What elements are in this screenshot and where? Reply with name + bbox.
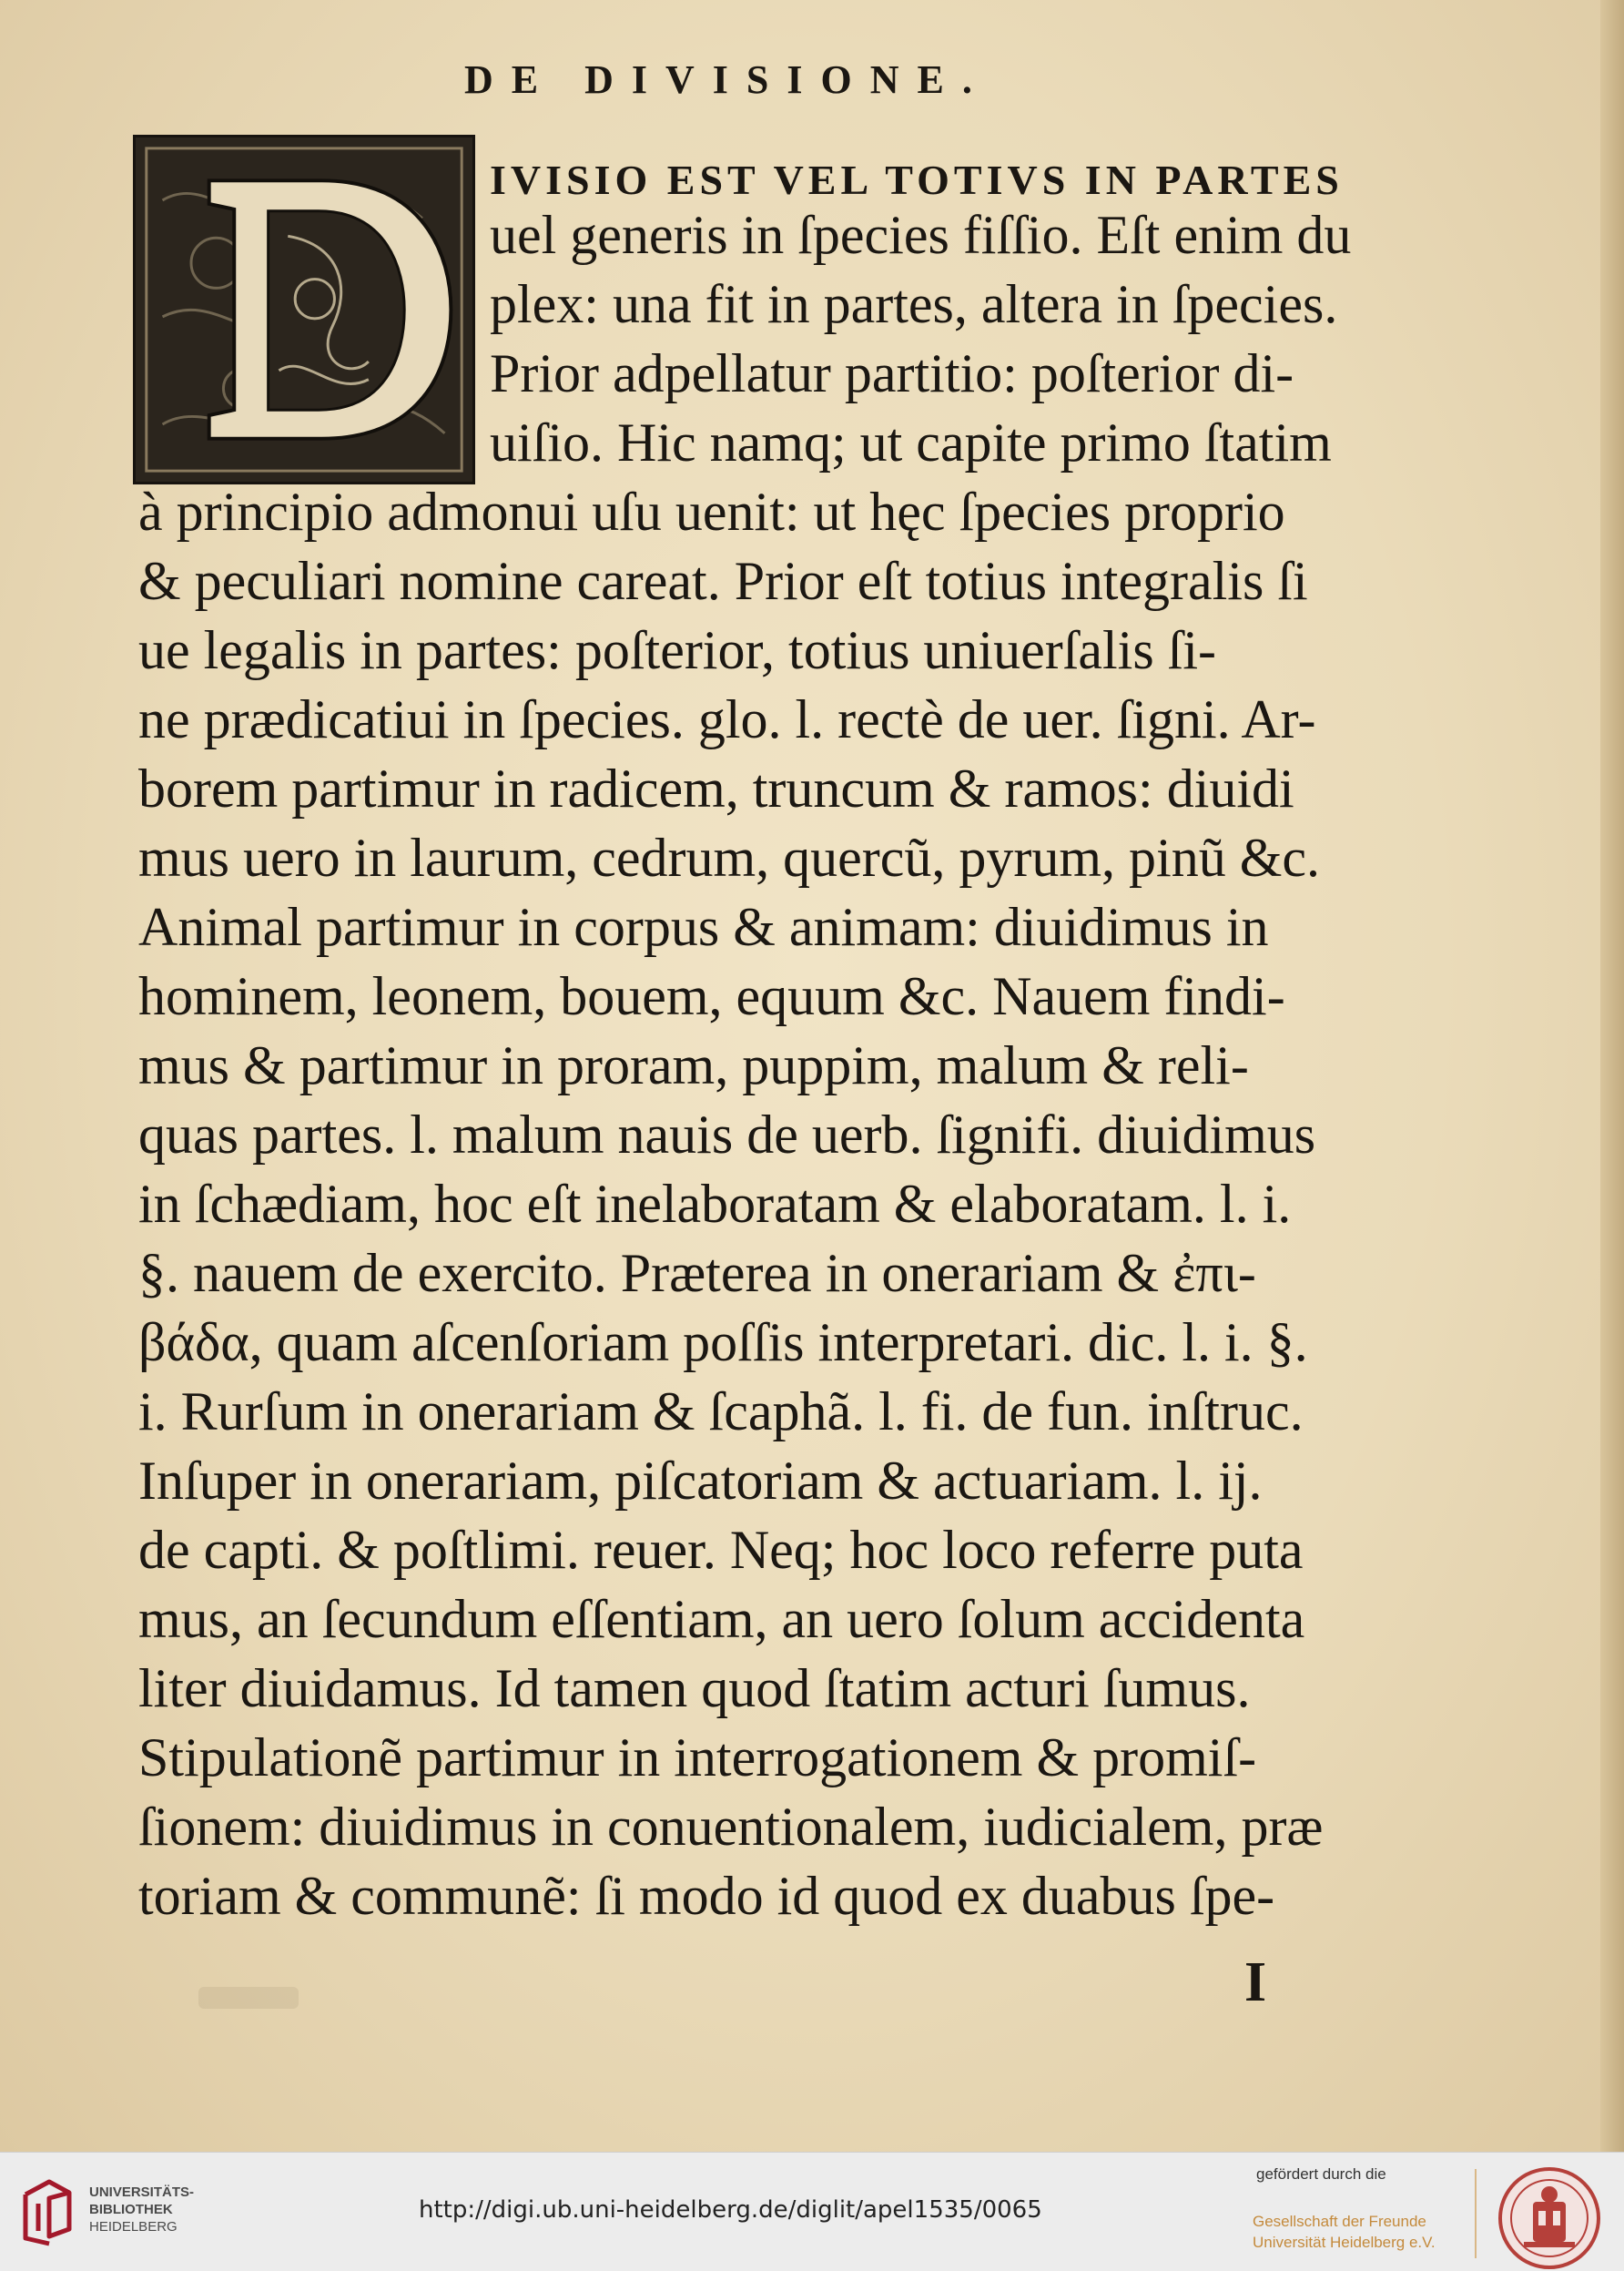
- text-line-21: de capti. & poſtlimi. reuer. Neq; hoc loco referre puta: [138, 1520, 1304, 1580]
- text-line-1: IVISIO EST VEL TOTIVS IN PARTES: [490, 157, 1344, 203]
- text-line-14: mus & partimur in proram, puppim, malum & reli-: [138, 1035, 1249, 1095]
- text-line-13: hominem, leonem, bouem, equum &c. Nauem findi-: [138, 966, 1285, 1026]
- text-line-16: in ſchædiam, hoc eſt inelaboratam & elaboratam. l. i.: [138, 1174, 1292, 1234]
- text-line-15: quas partes. l. malum nauis de uerb. ſignifi. diuidimus: [138, 1105, 1316, 1165]
- signature-mark: I: [1244, 1951, 1267, 2013]
- text-line-20: Inſuper in onerariam, piſcatoriam & actuariam. l. ij.: [138, 1451, 1263, 1511]
- permalink-url[interactable]: http://digi.ub.uni-heidelberg.de/diglit/apel1535/0065: [419, 2196, 1042, 2224]
- university-library-logo-icon[interactable]: [18, 2173, 75, 2247]
- text-line-8: ue legalis in partes: poſterior, totius uniuerſalis ſi-: [138, 620, 1217, 680]
- library-name-line1: UNIVERSITÄTS-: [89, 2184, 195, 2200]
- text-line-4: Prior adpellatur partitio: poſterior di-: [490, 343, 1294, 403]
- university-seal-icon[interactable]: [1497, 2165, 1602, 2271]
- text-line-17: §. nauem de exercito. Præterea in onerariam & ἐπι-: [138, 1243, 1256, 1303]
- text-line-24: Stipulationẽ partimur in interrogationem & promiſ-: [138, 1727, 1257, 1787]
- text-line-25: ſionem: diuidimus in conuentionalem, iudicialem, præ: [138, 1797, 1324, 1857]
- viewer-footer: [0, 2152, 1624, 2271]
- running-head: DE DIVISIONE.: [464, 57, 990, 102]
- sponsor-block: [1253, 2165, 1480, 2253]
- sponsor-name-line2: Universität Heidelberg e.V.: [1253, 2234, 1436, 2251]
- text-line-10: borem partimur in radicem, truncum & ramos: diuidi: [138, 759, 1294, 819]
- text-line-18: βάδα, quam aſcenſoriam poſſis interpretari. dic. l. i. §.: [138, 1312, 1308, 1372]
- library-name: [89, 2184, 235, 2235]
- text-line-7: & peculiari nomine careat. Prior eſt totius integralis ſi: [138, 551, 1308, 611]
- text-line-22: mus, an ſecundum eſſentiam, an uero ſolum accidenta: [138, 1589, 1305, 1649]
- footer-divider: [1475, 2169, 1477, 2258]
- text-line-2: uel generis in ſpecies fiſſio. Eſt enim du: [490, 205, 1352, 265]
- text-line-5: uiſio. Hic namq; ut capite primo ſtatim: [490, 412, 1332, 473]
- text-line-12: Animal partimur in corpus & animam: diuidimus in: [138, 897, 1269, 957]
- text-line-3: plex: una fit in partes, altera in ſpecies.: [490, 274, 1338, 334]
- text-line-23: liter diuidamus. Id tamen quod ſtatim acturi ſumus.: [138, 1658, 1251, 1718]
- bleed-through-stain: [198, 1987, 299, 2009]
- text-line-19: i. Rurſum in onerariam & ſcaphã. l. fi. de fun. inſtruc.: [138, 1381, 1304, 1441]
- text-line-11: mus uero in laurum, cedrum, quercũ, pyrum, pinũ &c.: [138, 828, 1321, 888]
- library-name-line3: HEIDELBERG: [89, 2219, 178, 2235]
- funded-by-label: gefördert durch die: [1256, 2165, 1386, 2183]
- text-line-9: ne prædicatiui in ſpecies. glo. l. rectè de uer. ſigni. Ar-: [138, 689, 1316, 749]
- text-line-6: à principio admonui uſu uenit: ut hęc ſpecies proprio: [138, 482, 1285, 542]
- sponsor-name-line1: Gesellschaft der Freunde: [1253, 2213, 1426, 2230]
- library-name-line2: BIBLIOTHEK: [89, 2202, 173, 2217]
- text-line-26: toriam & communẽ: ſi modo id quod ex duabus ſpe-: [138, 1866, 1275, 1926]
